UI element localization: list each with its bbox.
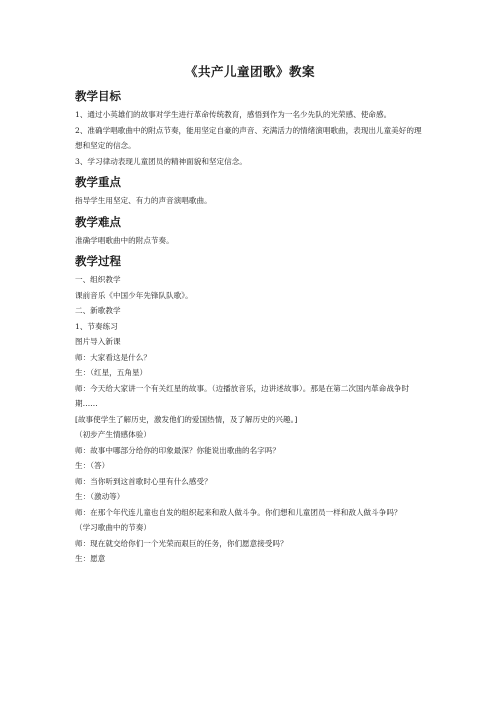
process-line: 图片导入新课 bbox=[75, 337, 121, 346]
objective-line: 1、通过小英雄们的故事对学生进行革命传统教育，感悟到作为一名少先队的光荣感、使命感。 bbox=[75, 110, 392, 119]
section-heading-key-points: 教学重点 bbox=[75, 175, 121, 189]
process-line: （学习歌曲中的节奏） bbox=[75, 523, 151, 532]
process-line: 师：大家看这是什么？ bbox=[75, 352, 151, 362]
process-line: 生：（激动等） bbox=[75, 492, 125, 501]
process-line: [故事使学生了解历史，激发他们的爱国热情，及了解历史的兴趣。] bbox=[75, 414, 298, 424]
key-point-line: 指导学生用坚定、有力的声音演唱歌曲。 bbox=[75, 196, 212, 205]
section-heading-objectives: 教学目标 bbox=[75, 89, 121, 103]
process-line: 生：（红星，五角星） bbox=[75, 368, 148, 377]
process-line: 师：现在就交给你们一个光荣而艰巨的任务，你们愿意接受吗？ bbox=[75, 538, 288, 548]
document-body bbox=[75, 88, 427, 567]
process-line: 师：今天给大家讲一个有关红星的故事。（边播放音乐，边讲述故事）。那是在第二次国内革命战争时期…… bbox=[75, 383, 410, 408]
process-line: 师：当你听到这首歌时心里有什么感受？ bbox=[75, 476, 212, 486]
difficulty-line: 准确学唱歌曲中的附点节奏。 bbox=[75, 235, 174, 245]
process-line: （初步产生情感体验） bbox=[75, 430, 151, 439]
process-line: 师：在那个年代连儿童也自发的组织起来和敌人做斗争。你们想和儿童团员一样和敌人做斗争吗？ bbox=[75, 507, 402, 517]
process-line: 一、组织教学 bbox=[75, 275, 121, 284]
process-line: 二、新歌教学 bbox=[75, 306, 121, 315]
section-heading-process: 教学过程 bbox=[75, 254, 121, 268]
process-line: 生：愿意 bbox=[75, 554, 106, 563]
process-line: 生：（答） bbox=[75, 461, 110, 470]
section-heading-difficulties: 教学难点 bbox=[75, 214, 121, 229]
process-line: 师：故事中哪部分给你的印象最深？你能说出歌曲的名字吗？ bbox=[75, 445, 281, 455]
process-line: 课前音乐《中国少年先锋队队歌》。 bbox=[75, 290, 193, 300]
process-line: 1、节奏练习 bbox=[75, 321, 118, 331]
objective-line: 2、准确学唱歌曲中的附点节奏，能用坚定自豪的声音、充满活力的情绪演唱歌曲，表现出儿童美好的理想和坚定的信念。 bbox=[75, 125, 422, 150]
objective-line: 3、学习律动表现儿童团员的精神面貌和坚定信念。 bbox=[75, 156, 247, 166]
document-title: 《共产儿童团歌》教案 bbox=[184, 64, 315, 79]
